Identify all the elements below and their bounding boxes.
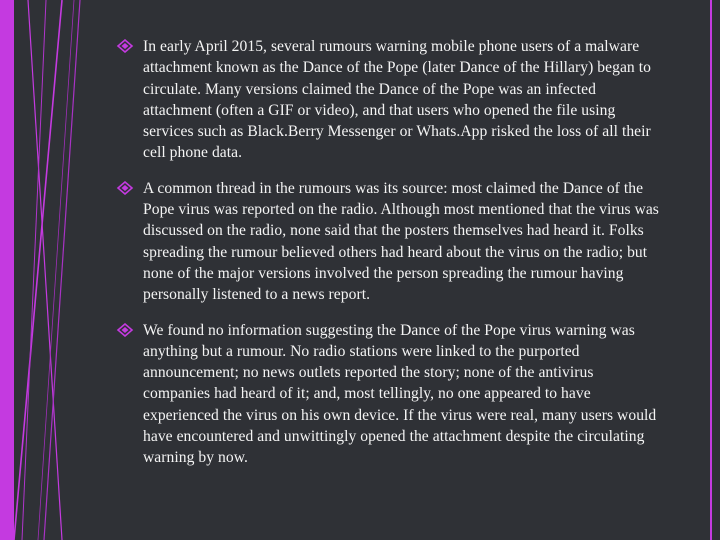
diamond-bullet-icon xyxy=(116,181,134,195)
bullet-text: A common thread in the rumours was its source: most claimed the Dance of the Pope virus was reported on the radio. Although most mentioned that the virus was discussed on the radio, none said that the posters themselves had heard it. Folks spreading the rumour believed others had heard about the virus on the radio; but none of the major versions involved the person spreading the rumour having personally listened to a news report. xyxy=(143,179,659,304)
bullet-item xyxy=(116,178,664,306)
bullet-item xyxy=(116,36,664,164)
diamond-bullet-icon xyxy=(116,39,134,53)
bullet-text: We found no information suggesting the Dance of the Pope virus warning was anything but a rumour. No radio stations were linked to the purported announcement; no news outlets reported the story; none of the antivirus companies had heard of it; and, most tellingly, no one appeared to have experienced the virus on his own device. If the virus were real, many users would have encountered and unwittingly opened the attachment despite the circulating warning by now. xyxy=(143,321,657,467)
bullet-text: In early April 2015, several rumours warning mobile phone users of a malware attachment known as the Dance of the Pope (later Dance of the Hillary) began to circulate. Many versions claimed the Dance of the Pope was an infected attachment (often a GIF or video), and that users who opened the file using services such as Black.Berry Messenger or Whats.App risked the loss of all their cell phone data. xyxy=(143,38,651,162)
diamond-bullet-icon xyxy=(116,323,134,337)
content-area xyxy=(116,36,664,483)
bullet-item xyxy=(116,320,664,469)
